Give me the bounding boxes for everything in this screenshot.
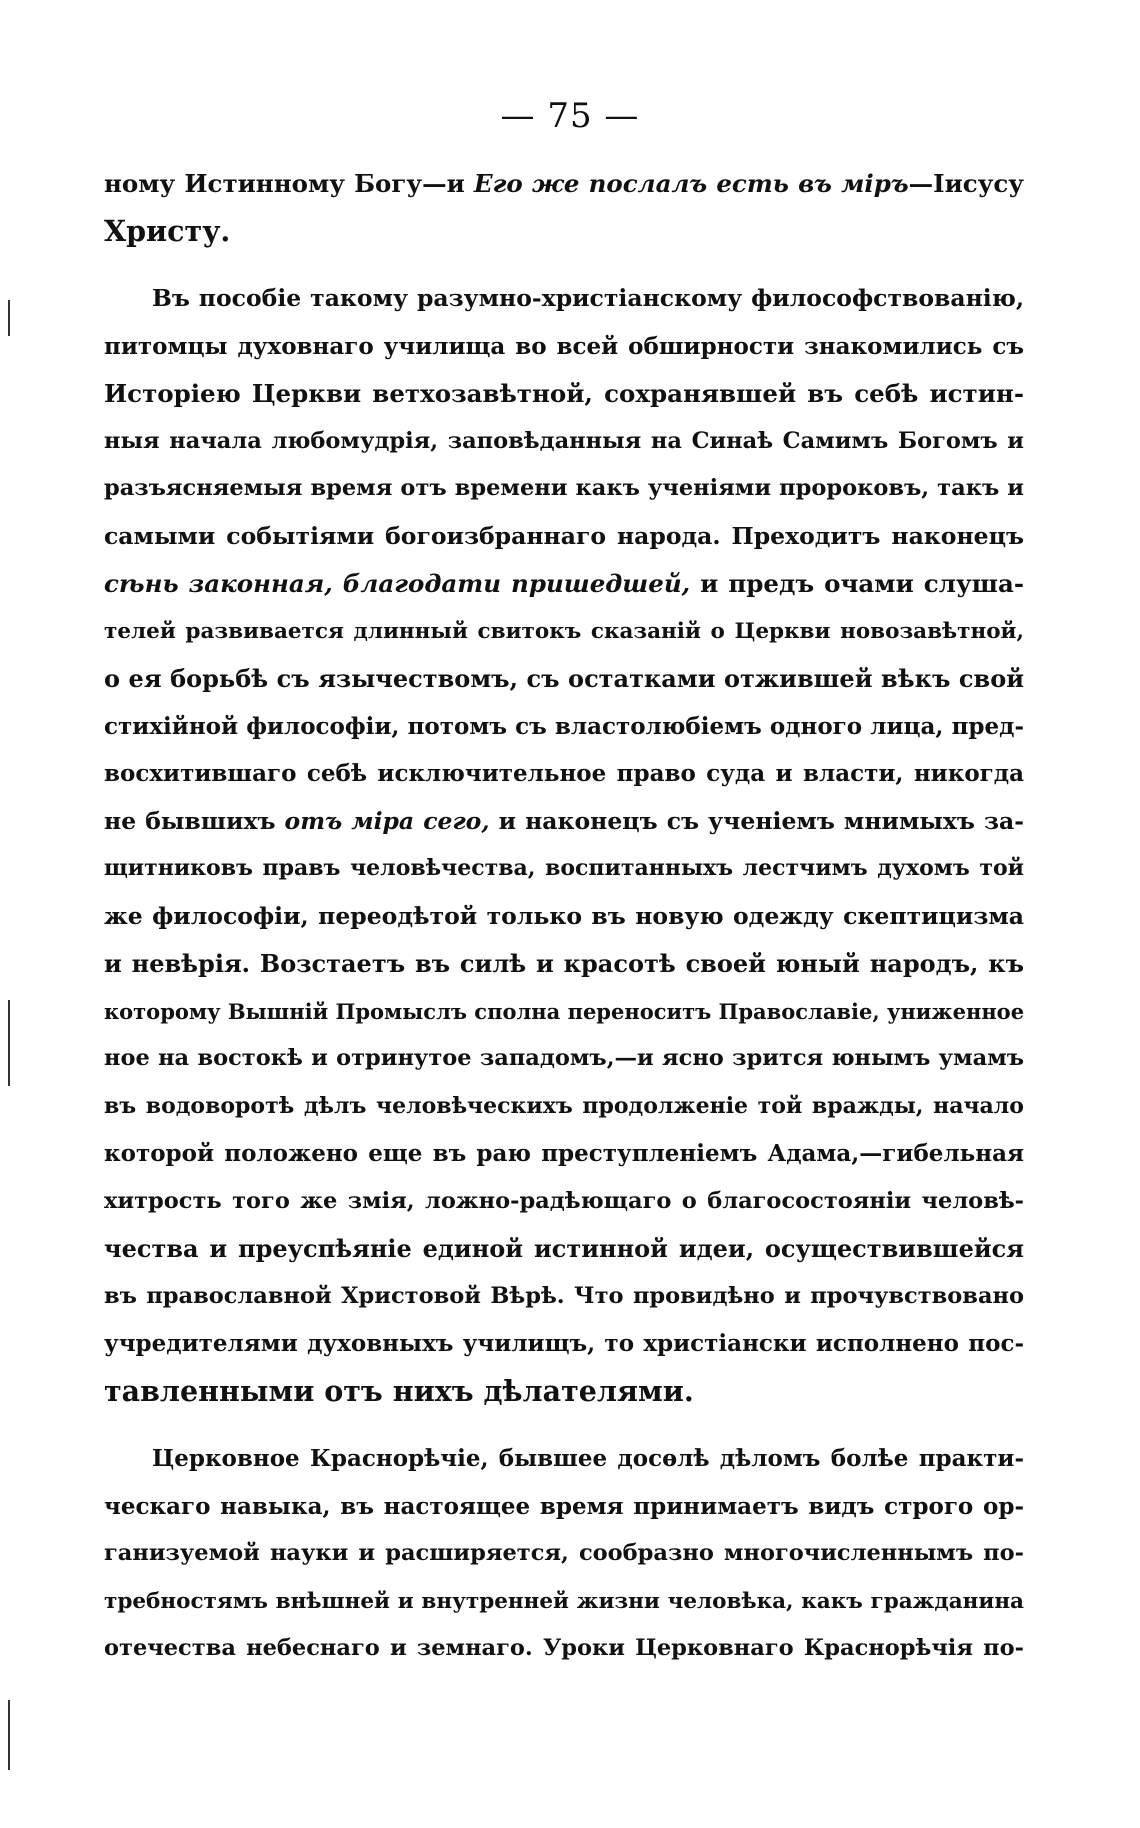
text-segment: хитрость того же змія, ложно-радѣющаго о благосостояніи человѣ- [104,1187,1024,1214]
text-segment: Церковное Краснорѣчіе, бывшее досѳлѣ дѣломъ болѣе практи- [152,1445,1024,1472]
text-segment: тавленными отъ нихъ дѣлателями. [104,1373,694,1408]
text-line [104,275,1024,323]
text-line [104,1483,1024,1531]
text-segment: требностямъ внѣшней и внутренней жизни человѣка, какъ гражданина [104,1588,1024,1614]
text-line [104,323,1024,371]
text-segment: щитниковъ правъ человѣчества, воспитанныхъ лестчимъ духомъ той [104,855,1024,881]
text-segment: самыми событіями богоизбраннаго народа. Преходитъ наконецъ [104,521,1024,550]
italic-text: Его же послалъ есть въ міръ [473,169,909,198]
text-line [104,655,1024,703]
text-line [104,1178,1024,1226]
text-line [104,1435,1024,1483]
text-line [104,940,1024,988]
text-line [104,418,1024,466]
text-segment: восхитившаго себѣ исключительное право суда и власти, никогда [104,760,1024,787]
text-line [104,465,1024,513]
text-segment: о ея борьбѣ съ язычествомъ, съ остатками отжившей вѣкъ свой [104,664,1024,693]
text-segment: питомцы духовнаго училища во всей обширности знакомились съ [104,332,1024,360]
text-line [104,703,1024,751]
text-segment: чества и преуспѣяніе единой истинной идеи, осуществившейся [104,1234,1024,1263]
text-segment: Исторіею Церкви ветхозавѣтной, сохранявшей въ себѣ истин- [104,379,1024,408]
text-line [104,513,1024,561]
text-line [104,1035,1024,1083]
text-line [104,1625,1024,1673]
text-line [104,798,1024,846]
text-line [104,1225,1024,1273]
text-line [104,560,1024,608]
text-segment: телей развивается длинный свитокъ сказаній о Церкви новозавѣтной, [104,618,1024,644]
text-line [104,1320,1024,1368]
page-number: — 75 — [500,96,640,136]
text-segment: и невѣрія. Возстаетъ въ силѣ и красотѣ своей юный народъ, къ [104,949,1024,978]
margin-mark [8,1000,10,1086]
text-line [104,208,1024,256]
text-line [104,1130,1024,1178]
text-segment: же философіи, переодѣтой только въ новую одежду скептицизма [104,901,1024,930]
margin-mark [8,1700,10,1770]
text-line [104,893,1024,941]
text-segment: —Іисусу [908,169,1024,198]
text-line [104,370,1024,418]
body-text [104,160,1024,1673]
text-segment: и предъ очами слуша- [690,569,1024,598]
text-line [104,845,1024,893]
text-segment: ное на востокѣ и отринутое западомъ,—и ясно зрится юнымъ умамъ [104,1045,1024,1071]
italic-text: сѣнь законная, благодати пришедшей, [104,569,691,598]
text-line [104,988,1024,1036]
text-segment: учредителями духовныхъ училищъ, то христіански исполнено пос- [104,1330,1024,1357]
text-line [104,1273,1024,1321]
text-segment: стихійной философіи, потомъ съ властолюбіемъ одного лица, пред- [104,712,1024,740]
margin-mark [8,300,10,336]
text-segment: ческаго навыка, въ настоящее время принимаетъ видъ строго ор- [104,1492,1024,1520]
text-segment: въ водоворотѣ дѣлъ человѣческихъ продолженіе той вражды, начало [104,1092,1024,1119]
text-segment: ному Истинному Богу—и [104,169,474,198]
text-segment: Христу. [104,213,231,248]
text-line [104,1578,1024,1626]
text-segment: которому Вышній Промыслъ сполна переноситъ Православіе, униженное [104,998,1024,1024]
text-segment: ганизуемой науки и расширяется, сообразно многочисленнымъ по- [104,1540,1024,1566]
text-line [104,608,1024,656]
text-segment: которой положено еще въ раю преступленіемъ Адама,—гибельная [104,1140,1024,1167]
text-segment: Въ пособіе такому разумно-христіанскому философствованію, [152,284,1024,312]
text-segment: разъясняемыя время отъ времени какъ ученіями пророковъ, такъ и [104,475,1024,501]
text-line [104,750,1024,798]
text-line [104,1368,1024,1416]
text-segment: отечества небеснаго и земнаго. Уроки Церковнаго Краснорѣчія по- [104,1635,1024,1661]
text-segment: ныя начала любомудрія, заповѣданныя на Синаѣ Самимъ Богомъ и [104,427,1024,454]
text-segment: не бывшихъ [104,806,285,835]
text-line [104,1083,1024,1131]
text-line [104,160,1024,208]
italic-text: отъ міра сего, [284,806,490,835]
text-line [104,1530,1024,1578]
text-segment: и наконецъ съ ученіемъ мнимыхъ за- [489,806,1024,835]
text-segment: въ православной Христовой Вѣрѣ. Что провидѣно и прочувствовано [104,1282,1024,1309]
